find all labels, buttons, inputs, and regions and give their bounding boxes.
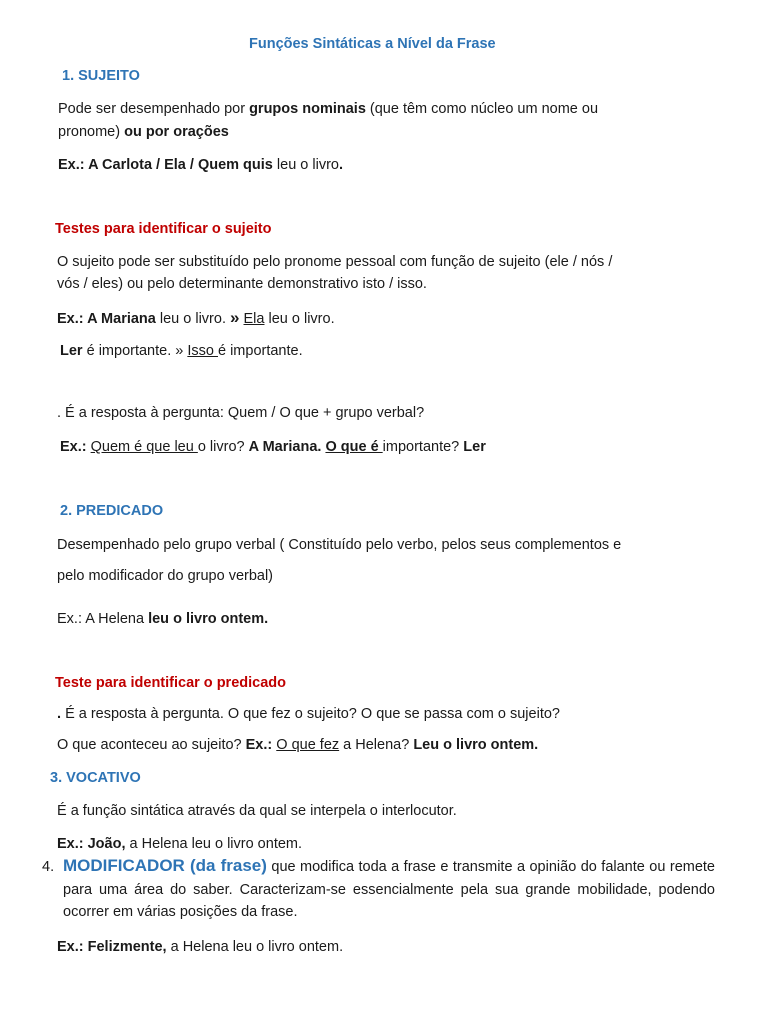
sujeito-definition-line-1: Pode ser desempenhado por grupos nominais (que têm como núcleo um nome ou (58, 101, 599, 117)
modificador-example: Ex.: Felizmente, a Helena leu o livro ontem. (57, 939, 344, 955)
predicado-test-heading: Teste para identificar o predicado (55, 675, 286, 691)
sujeito-test-line-1: O sujeito pode ser substituído pelo pronome pessoal com função de sujeito (ele / nós / (57, 254, 613, 270)
predicado-test-line-1: . É a resposta à pergunta. O que fez o sujeito? O que se passa com o sujeito? (57, 706, 560, 722)
predicado-definition-line-2: pelo modificador do grupo verbal) (57, 568, 274, 584)
section-heading-modificador: MODIFICADOR (da frase) (63, 856, 267, 875)
vocativo-example: Ex.: João, a Helena leu o livro ontem. (57, 836, 303, 852)
sujeito-question-example: Ex.: Quem é que leu o livro? A Mariana. O que é importante? Ler (60, 439, 486, 455)
predicado-test-line-2: O que aconteceu ao sujeito? Ex.: O que fez a Helena? Leu o livro ontem. (57, 737, 539, 753)
page-title: Funções Sintáticas a Nível da Frase (249, 36, 496, 52)
section-heading-predicado: 2. PREDICADO (60, 503, 164, 519)
sujeito-tests-heading: Testes para identificar o sujeito (55, 221, 272, 237)
predicado-example: Ex.: A Helena leu o livro ontem. (57, 611, 269, 627)
sujeito-example-ler: Ler é importante. » Isso é importante. (60, 343, 303, 359)
vocativo-definition: É a função sintática através da qual se interpela o interlocutor. (57, 803, 457, 819)
sujeito-example: Ex.: A Carlota / Ela / Quem quis leu o livro. (58, 157, 343, 173)
sujeito-definition-line-2: pronome) ou por orações (58, 124, 229, 140)
predicado-definition-line-1: Desempenhado pelo grupo verbal ( Constituído pelo verbo, pelos seus complementos e (57, 537, 622, 553)
sujeito-test-line-2: vós / eles) ou pelo determinante demonstrativo isto / isso. (57, 276, 427, 292)
sujeito-example-mariana: Ex.: A Mariana leu o livro. » Ela leu o livro. (57, 308, 335, 327)
section-number-modificador: 4. (42, 859, 55, 875)
sujeito-question-test: . É a resposta à pergunta: Quem / O que + grupo verbal? (57, 405, 425, 421)
section-heading-vocativo: 3. VOCATIVO (50, 770, 141, 786)
modificador-paragraph: MODIFICADOR (da frase) que modifica toda a frase e transmite a opinião do falante ou remete para uma área do saber. Caracterizam-se essencialmente pela sua grande mobilidade, podendo ocorrer em várias posições da frase. (63, 856, 715, 920)
section-heading-sujeito: 1. SUJEITO (62, 68, 140, 84)
